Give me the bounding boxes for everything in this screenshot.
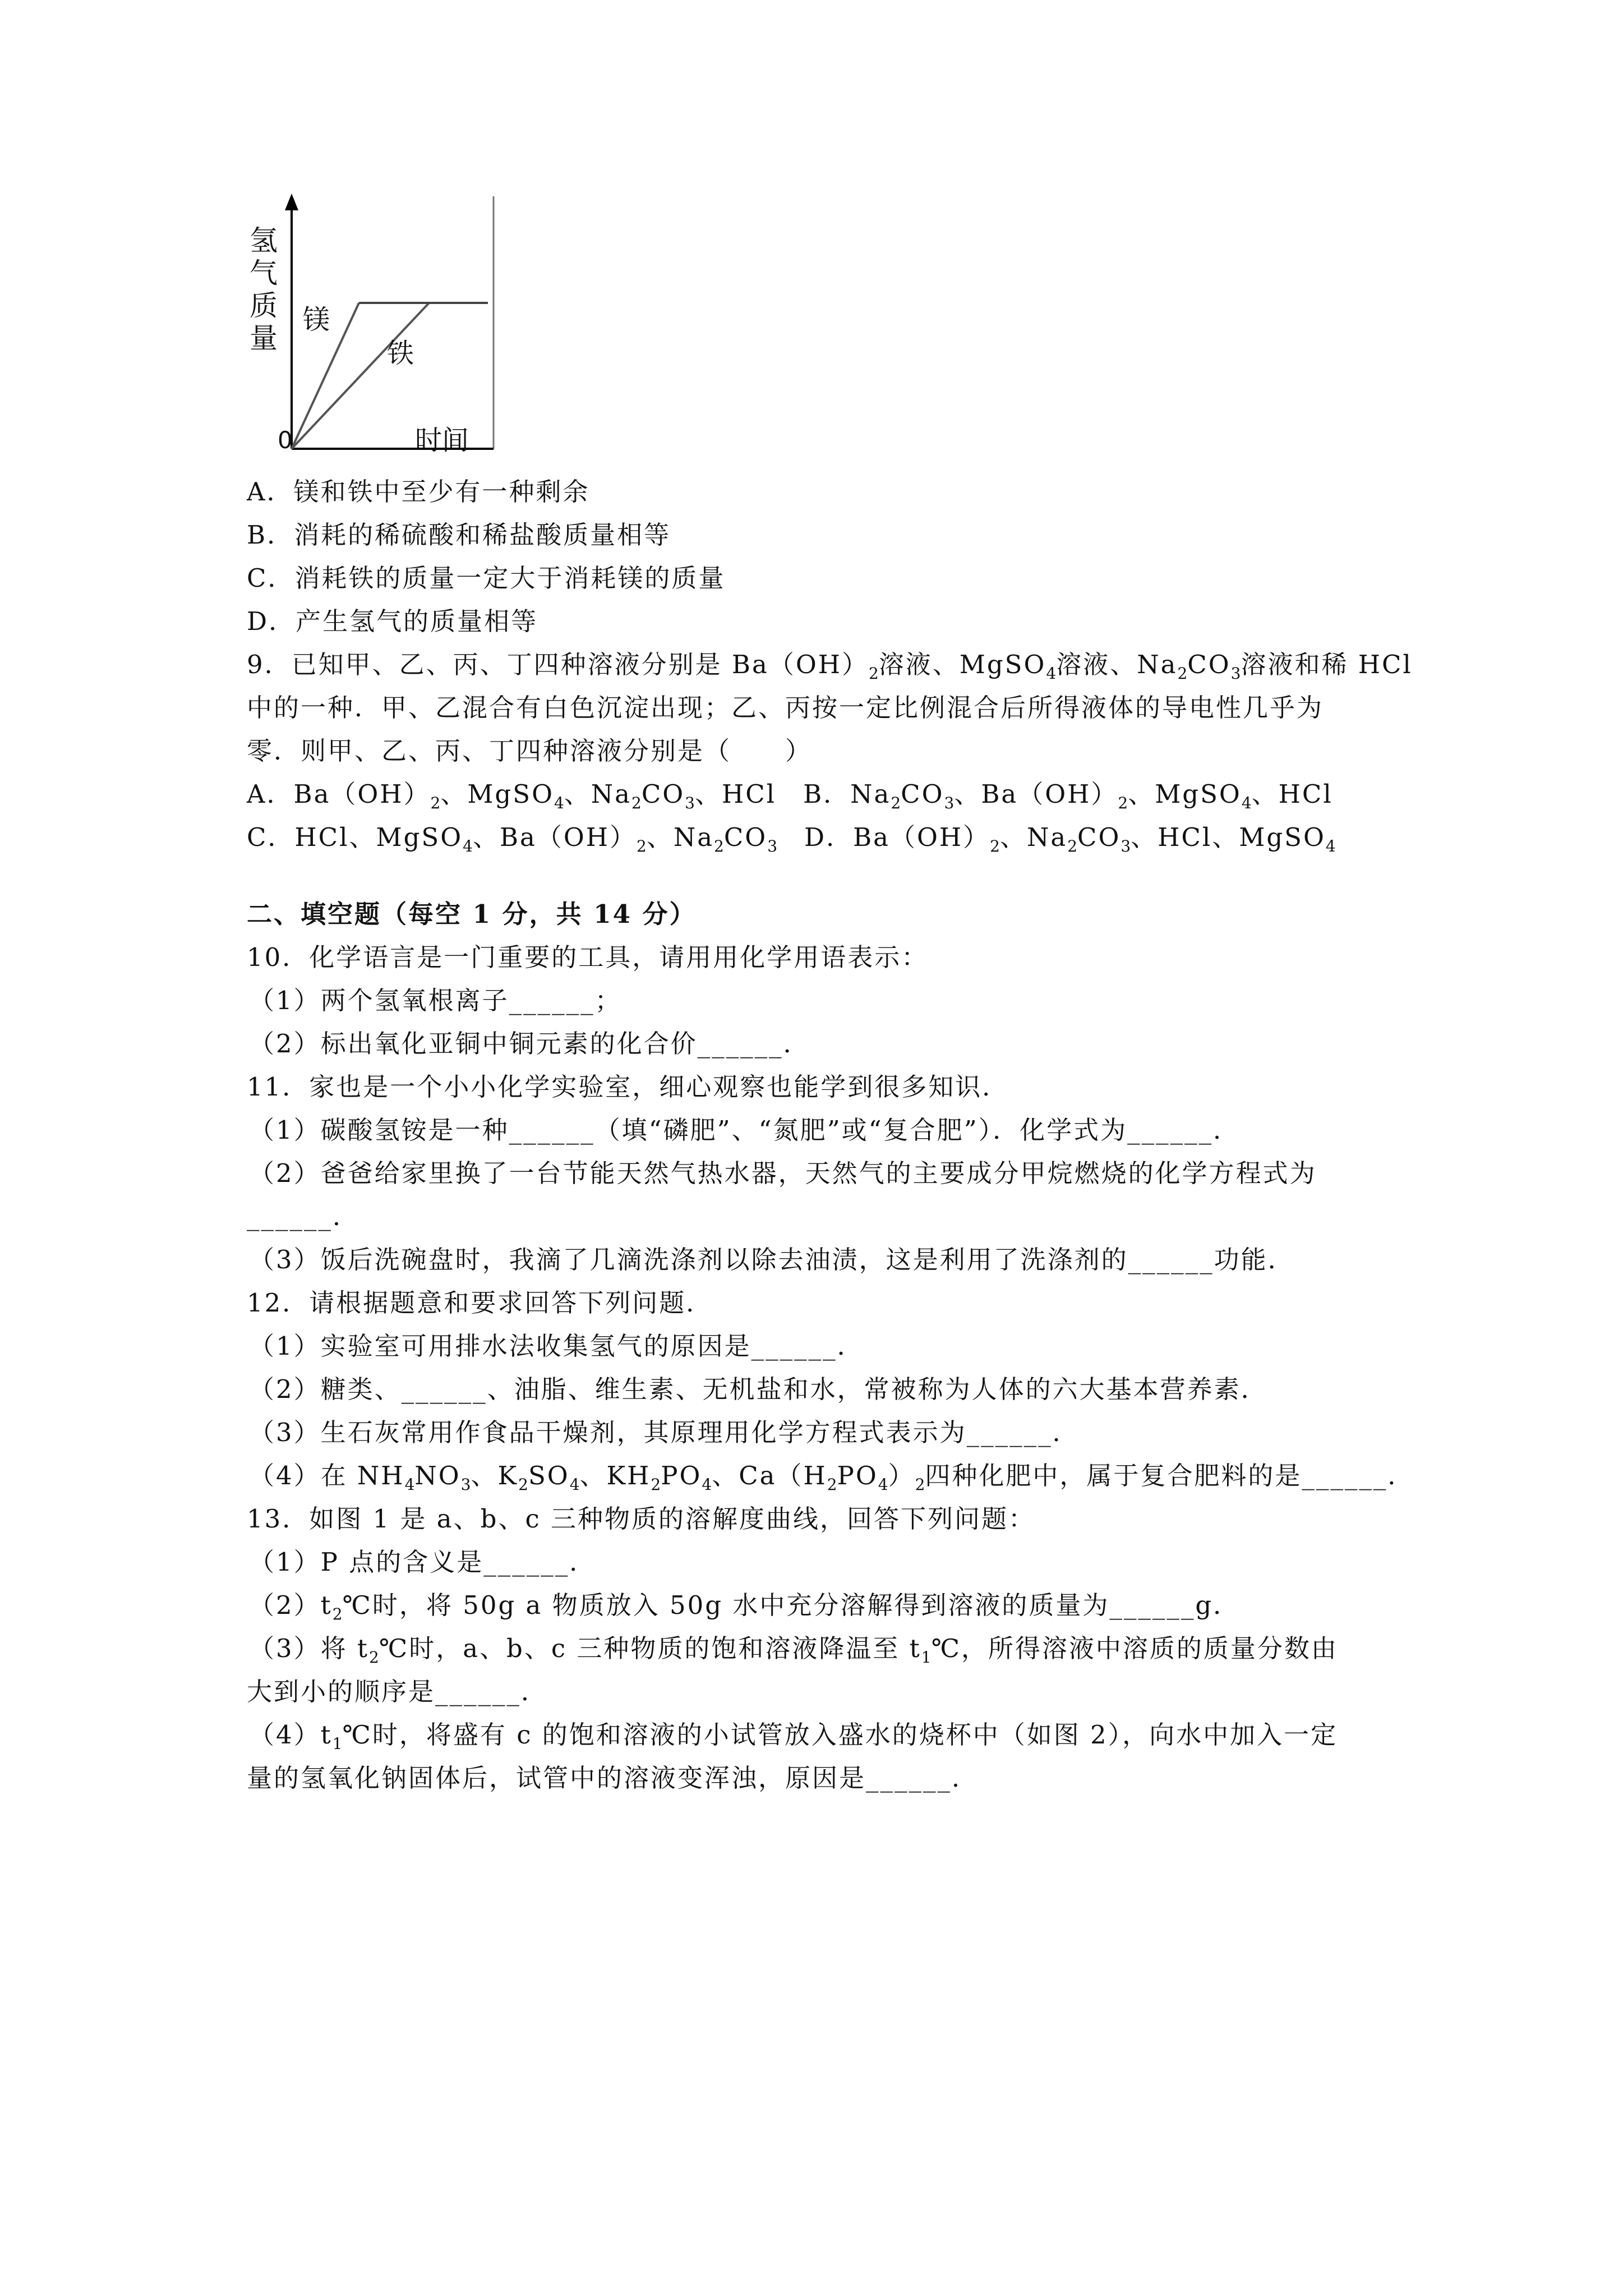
q13-part-3-cont: 大到小的顺序是______． — [247, 1677, 548, 1706]
subscript: 3 — [1230, 664, 1241, 683]
q8-options — [247, 470, 1402, 643]
question-10 — [247, 936, 1402, 1065]
subscript: 2 — [430, 794, 441, 812]
q10-part-2: （2）标出氧化亚铜中铜元素的化合价______． — [249, 1029, 810, 1059]
q12-part-2: （2）糖类、______、油脂、维生素、无机盐和水，常被称为人体的六大基本营养素． — [249, 1374, 1268, 1404]
subscript: 4 — [1325, 837, 1336, 855]
text: PO — [837, 1461, 878, 1490]
q12-stem: 12．请根据题意和要求回答下列问题． — [247, 1288, 713, 1318]
q9-stem-line-2: 中的一种．甲、乙混合有白色沉淀出现；乙、丙按一定比例混合后所得液体的导电性几乎为 — [247, 693, 1324, 723]
subscript: 2 — [332, 1605, 343, 1623]
text: D．Ba（OH） — [777, 822, 990, 852]
q11-part-3: （3）饭后洗碗盘时，我滴了几滴洗涤剂以除去油渍，这是利用了洗涤剂的______功能． — [249, 1245, 1295, 1274]
q9-stem-line-1 — [247, 643, 1413, 686]
q8-option-c: C．消耗铁的质量一定大于消耗镁的质量 — [247, 563, 726, 593]
text: 、MgSO — [1128, 779, 1242, 809]
text: 、MgSO — [440, 779, 554, 809]
text: 四种化肥中，属于复合肥料的是______． — [925, 1461, 1415, 1490]
text: （4）t — [249, 1720, 333, 1750]
text: （2）t — [249, 1590, 333, 1620]
subscript: 2 — [369, 1648, 379, 1667]
q11-stem: 11．家也是一个小小化学实验室，细心观察也能学到很多知识． — [247, 1072, 1009, 1102]
subscript: 3 — [1121, 837, 1131, 855]
text: C．HCl、MgSO — [247, 822, 463, 852]
subscript: 2 — [1067, 837, 1078, 855]
text: 、Na — [999, 822, 1068, 852]
x-axis-label: 时间 — [415, 425, 469, 456]
subscript: 4 — [569, 1475, 580, 1494]
text: 、Na — [646, 822, 714, 852]
subscript: 2 — [827, 1475, 837, 1494]
q13-stem: 13．如图 1 是 a、b、c 三种物质的溶解度曲线，回答下列问题： — [247, 1504, 1035, 1534]
ylabel-char: 量 — [250, 322, 278, 355]
ylabel-char: 气 — [250, 257, 278, 289]
text: 、Ba（OH） — [472, 822, 637, 852]
subscript: 4 — [554, 794, 564, 812]
subscript: 1 — [332, 1734, 343, 1753]
text: 、Na — [564, 779, 632, 809]
q12-part-1: （1）实验室可用排水法收集氢气的原因是______． — [249, 1331, 864, 1361]
subscript: 4 — [702, 1475, 712, 1494]
q9-options-row-2 — [247, 816, 1402, 859]
q11-part-2: （2）爸爸给家里换了一台节能天然气热水器，天然气的主要成分甲烷燃烧的化学方程式为 — [249, 1158, 1317, 1188]
q8-option-a: A．镁和铁中至少有一种剩余 — [247, 477, 590, 507]
text: 9．已知甲、乙、丙、丁四种溶液分别是 Ba（OH） — [247, 650, 869, 679]
subscript: 2 — [651, 1475, 661, 1494]
text: 、HCl B．Na — [695, 779, 891, 809]
text: 、Ba（OH） — [954, 779, 1118, 809]
text: A．Ba（OH） — [247, 779, 431, 809]
subscript: 2 — [1177, 664, 1188, 683]
text: ℃，所得溶液中溶质的质量分数由 — [931, 1634, 1338, 1663]
subscript: 2 — [891, 794, 901, 812]
question-9 — [247, 643, 1413, 859]
q13-part-2 — [247, 1584, 1402, 1627]
q10-part-1: （1）两个氢氧根离子______； — [249, 986, 622, 1015]
y-axis-arrow — [285, 194, 298, 210]
q8-option-d: D．产生氢气的质量相等 — [247, 606, 538, 636]
q12-part-3: （3）生石灰常用作食品干燥剂，其原理用化学方程式表示为______． — [249, 1418, 1080, 1447]
text: （4）在 NH — [249, 1461, 405, 1490]
text: ℃时，将盛有 c 的饱和溶液的小试管放入盛水的烧杯中（如图 2），向水中加入一定 — [342, 1720, 1338, 1750]
subscript: 4 — [1241, 794, 1252, 812]
y-axis-label — [247, 224, 280, 355]
q13-part-3 — [247, 1627, 1402, 1670]
text: ℃时，a、b、c 三种物质的饱和溶液降温至 t — [379, 1634, 921, 1663]
subscript: 2 — [636, 837, 647, 855]
subscript: 3 — [460, 1475, 471, 1494]
label-magnesium: 镁 — [303, 304, 330, 335]
subscript: 2 — [714, 837, 724, 855]
subscript: 2 — [1118, 794, 1128, 812]
text: CO — [723, 822, 768, 852]
subscript: 4 — [463, 837, 473, 855]
q9-options-row-1 — [247, 772, 1402, 816]
subscript: 2 — [631, 794, 642, 812]
text: （3）将 t — [249, 1634, 370, 1663]
q12-part-4 — [247, 1454, 1415, 1497]
subscript: 2 — [990, 837, 1000, 855]
text: SO — [528, 1461, 570, 1490]
subscript: 2 — [868, 664, 879, 683]
text: 溶液、MgSO — [878, 650, 1046, 679]
exam-page — [247, 185, 1415, 1800]
text: ℃时，将 50g a 物质放入 50g 水中充分溶解得到溶液的质量为______g． — [342, 1590, 1241, 1620]
question-13 — [247, 1497, 1402, 1800]
text: NO — [414, 1461, 461, 1490]
ylabel-char: 质 — [250, 289, 278, 322]
text: 溶液和稀 HCl — [1241, 650, 1413, 679]
subscript: 2 — [915, 1475, 925, 1494]
q11-part-2-blank: ______． — [247, 1202, 360, 1231]
q9-stem-line-3: 零．则甲、乙、丙、丁四种溶液分别是（ ） — [247, 736, 813, 766]
subscript: 2 — [518, 1475, 528, 1494]
text: CO — [1077, 822, 1121, 852]
text: 、HCl、MgSO — [1131, 822, 1326, 852]
question-11 — [247, 1065, 1402, 1281]
subscript: 3 — [767, 837, 778, 855]
subscript: 1 — [921, 1648, 932, 1667]
text: 、HCl — [1251, 779, 1333, 809]
text: CO — [641, 779, 685, 809]
section-2-title: 二、填空题（每空 1 分，共 14 分） — [247, 899, 697, 929]
subscript: 4 — [1046, 664, 1057, 683]
q11-part-1: （1）碳酸氢铵是一种______（填“磷肥”、“氮肥”或“复合肥”）．化学式为______． — [249, 1115, 1241, 1145]
text: 、K — [471, 1461, 519, 1490]
text: 溶液、Na — [1056, 650, 1178, 679]
q10-stem: 10．化学语言是一门重要的工具，请用用化学用语表示： — [247, 942, 929, 972]
question-12 — [247, 1281, 1415, 1497]
subscript: 4 — [878, 1475, 888, 1494]
figure-graph — [247, 185, 510, 460]
q8-option-b: B．消耗的稀硫酸和稀盐酸质量相等 — [247, 520, 671, 550]
hydrogen-mass-figure — [247, 185, 510, 460]
q13-part-4 — [247, 1713, 1402, 1756]
text: CO — [1187, 650, 1231, 679]
q13-part-4-cont: 量的氢氧化钠固体后，试管中的溶液变浑浊，原因是______． — [247, 1763, 979, 1793]
ylabel-char: 氢 — [250, 224, 278, 257]
label-iron: 铁 — [387, 338, 414, 369]
q13-part-1: （1）P 点的含义是______． — [249, 1547, 597, 1577]
text: PO — [661, 1461, 702, 1490]
origin-label: 0 — [278, 426, 293, 454]
text: 、KH — [579, 1461, 651, 1490]
subscript: 3 — [944, 794, 955, 812]
text: ） — [888, 1461, 915, 1490]
text: 、Ca（H — [712, 1461, 827, 1490]
subscript: 4 — [404, 1475, 415, 1494]
subscript: 3 — [685, 794, 695, 812]
text: CO — [901, 779, 944, 809]
